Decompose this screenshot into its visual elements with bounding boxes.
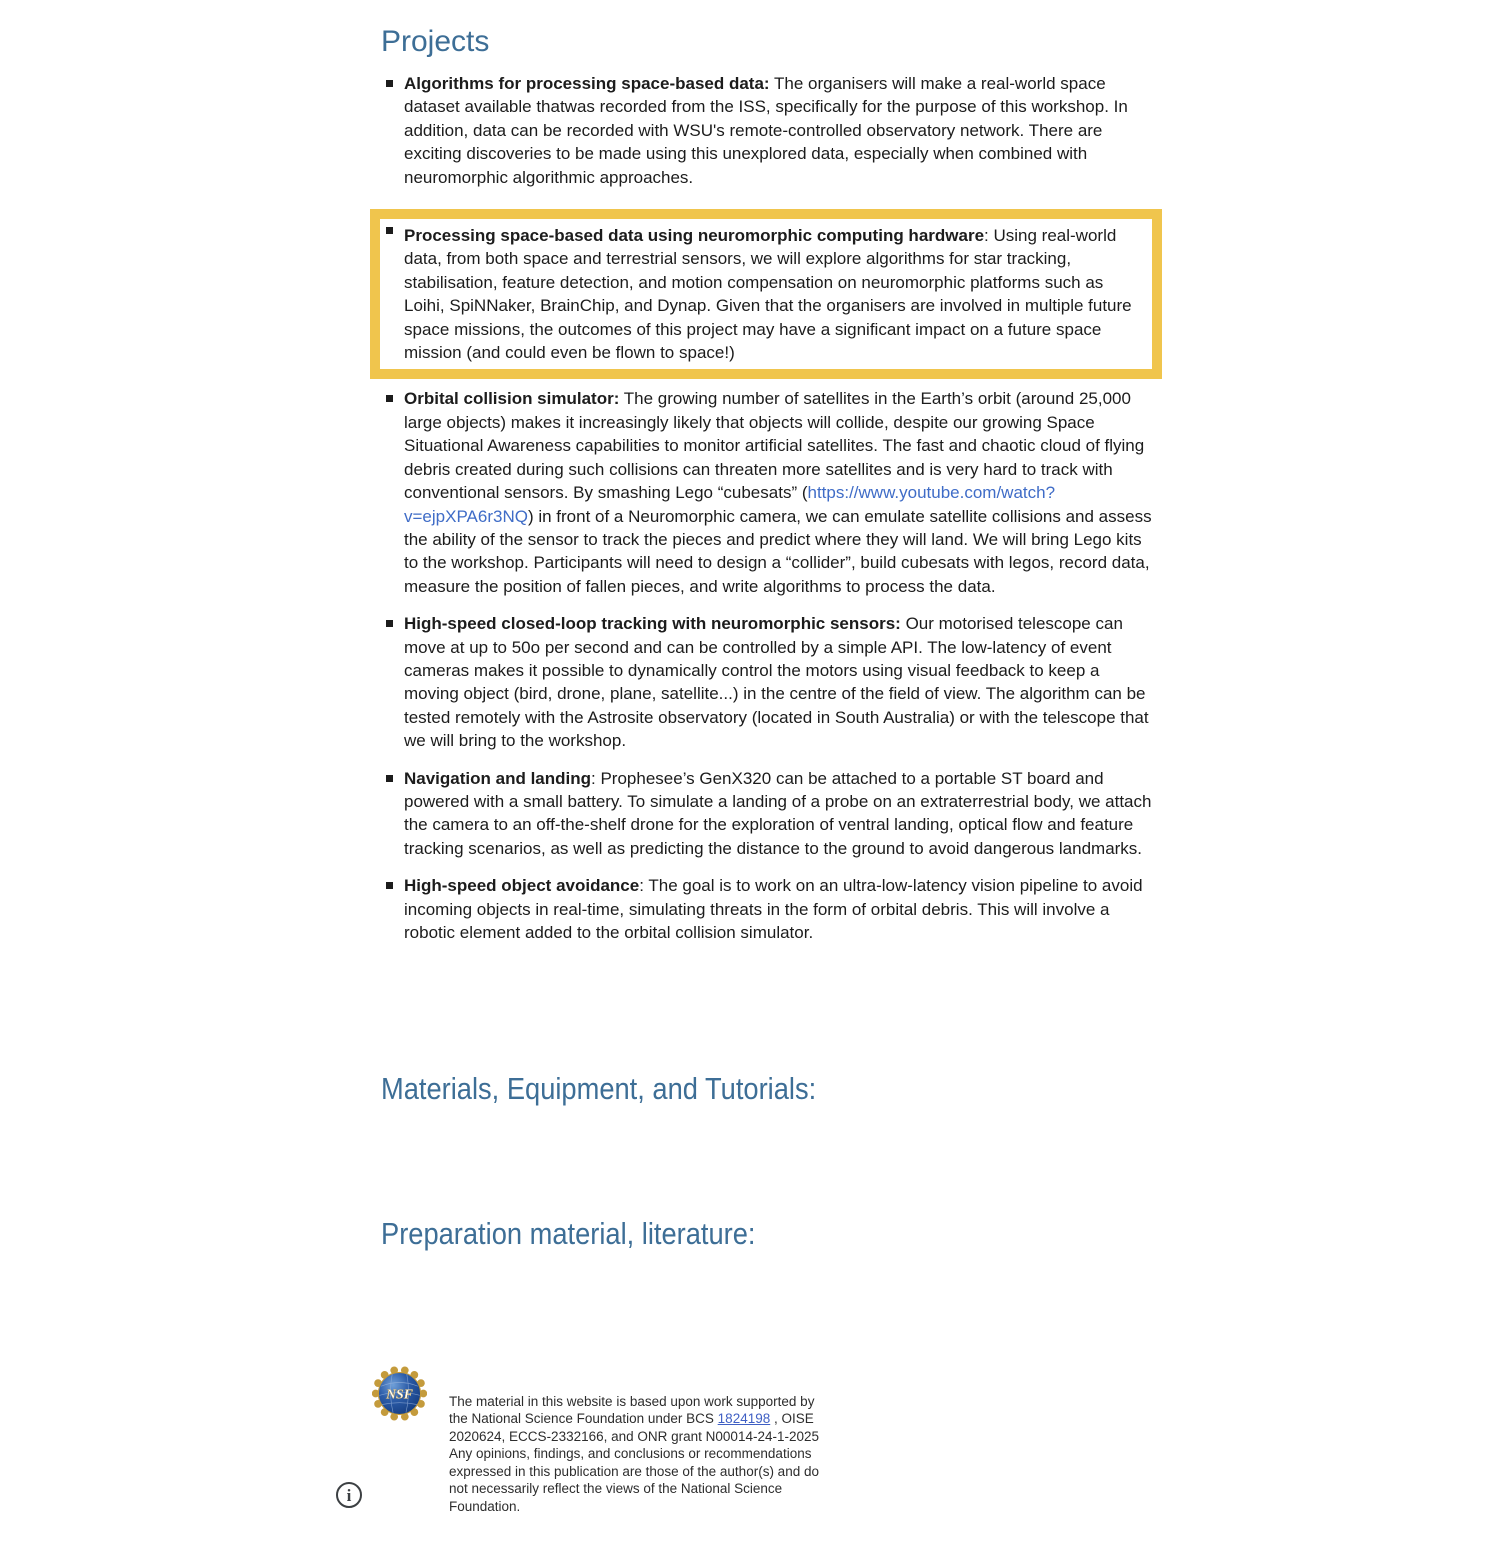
project-item: High-speed closed-loop tracking with neuromorphic sensors: Our motorised telescope can move at up to 50o per second and can be controlled by a simple API. The low-latency of event cameras makes it possible to dynamically control the motors using visual feedback to keep a moving object (bird, drone, plane, satellite...) in the centre of the field of view. The algorithm can be tested remotely with the Astrosite observatory (located in South Australia) or with the telescope that we will bring to the workshop. [380, 612, 1152, 752]
project-item: High-speed object avoidance: The goal is to work on an ultra-low-latency vision pipeline to avoid incoming objects in real-time, simulating threats in the form of orbital debris. This will involve a robotic element added to the orbital collision simulator. [380, 874, 1152, 944]
projects-list [380, 72, 1152, 958]
project-item: Navigation and landing: Prophesee’s GenX320 can be attached to a portable ST board and powered with a small battery. To simulate a landing of a probe on an extraterrestrial body, we attach the camera to an off-the-shelf drone for the exploration of ventral landing, optical flow and feature tracking scenarios, as well as predicting the distance to the ground to avoid dangerous landmarks. [380, 767, 1152, 861]
info-icon[interactable] [336, 1482, 362, 1508]
project-item: Orbital collision simulator: The growing number of satellites in the Earth’s orbit (around 25,000 large objects) makes it increasingly likely that objects will collide, despite our growing Space Situational Awareness capabilities to monitor artificial satellites. The fast and chaotic cloud of flying debris created during such collisions can threaten more satellites and is very hard to track with conventional sensors. By smashing Lego “cubesats” (https://www.youtube.com/watch?v=ejpXPA6r3NQ) in front of a Neuromorphic camera, we can emulate satellite collisions and assess the ability of the sensor to track the pieces and predict where they will land. We will bring Lego kits to the workshop. Participants will need to design a “collider”, build cubesats with legos, record data, measure the position of fallen pieces, and write algorithms to process the data. [380, 387, 1152, 598]
info-icon-glyph: i [346, 1485, 352, 1505]
nsf-logo [372, 1366, 427, 1421]
project-item-title: Algorithms for processing space-based data: [404, 74, 770, 93]
nsf-award-link[interactable]: 1824198 [717, 1411, 771, 1426]
project-item-title: High-speed object avoidance [404, 876, 640, 896]
youtube-link[interactable]: https://www.youtube.com/watch?v=ejpXPA6r3NQ [404, 483, 1056, 526]
nsf-logo-text: NSF [386, 1386, 413, 1402]
project-item-highlighted: Processing space-based data using neuromorphic computing hardware: Using real-world data, from both space and terrestrial sensors, we will explore algorithms for star tracking, stabilisation, feature detection, and motion compensation on neuromorphic platforms such as Loihi, SpiNNaker, BrainChip, and Dynap. Given that the organisers are involved in multiple future space missions, the outcomes of this project may have a significant impact on a future space mission (and could even be flown to space!) [370, 209, 1162, 379]
projects-heading: Projects [381, 25, 490, 58]
materials-heading: Materials, Equipment, and Tutorials: [381, 1071, 817, 1106]
project-item-title: High-speed closed-loop tracking with neuromorphic sensors: [404, 614, 901, 634]
project-item-title: Orbital collision simulator: [404, 389, 620, 409]
nsf-disclaimer: The material in this website is based upon work supported by the National Science Foundation under BCS 1824198 , OISE 2020624, ECCS-2332166, and ONR grant N00014-24-1-2025 Any opinions, findings, and conclusions or recommendations expressed in this publication are those of the author(s) and do not necessarily reflect the views of the National Science Foundation. [449, 1393, 819, 1514]
project-item-title: Navigation and landing [404, 768, 592, 788]
project-item: Algorithms for processing space-based data: The organisers will make a real-world space dataset available thatwas recorded from the ISS, specifically for the purpose of this workshop. In addition, data can be recorded with WSU's remote-controlled observatory network. There are exciting discoveries to be made using this unexplored data, especially when combined with neuromorphic algorithmic approaches. [380, 72, 1152, 189]
project-item-title: Processing space-based data using neuromorphic computing hardware [404, 226, 985, 246]
preparation-heading: Preparation material, literature: [381, 1216, 756, 1251]
